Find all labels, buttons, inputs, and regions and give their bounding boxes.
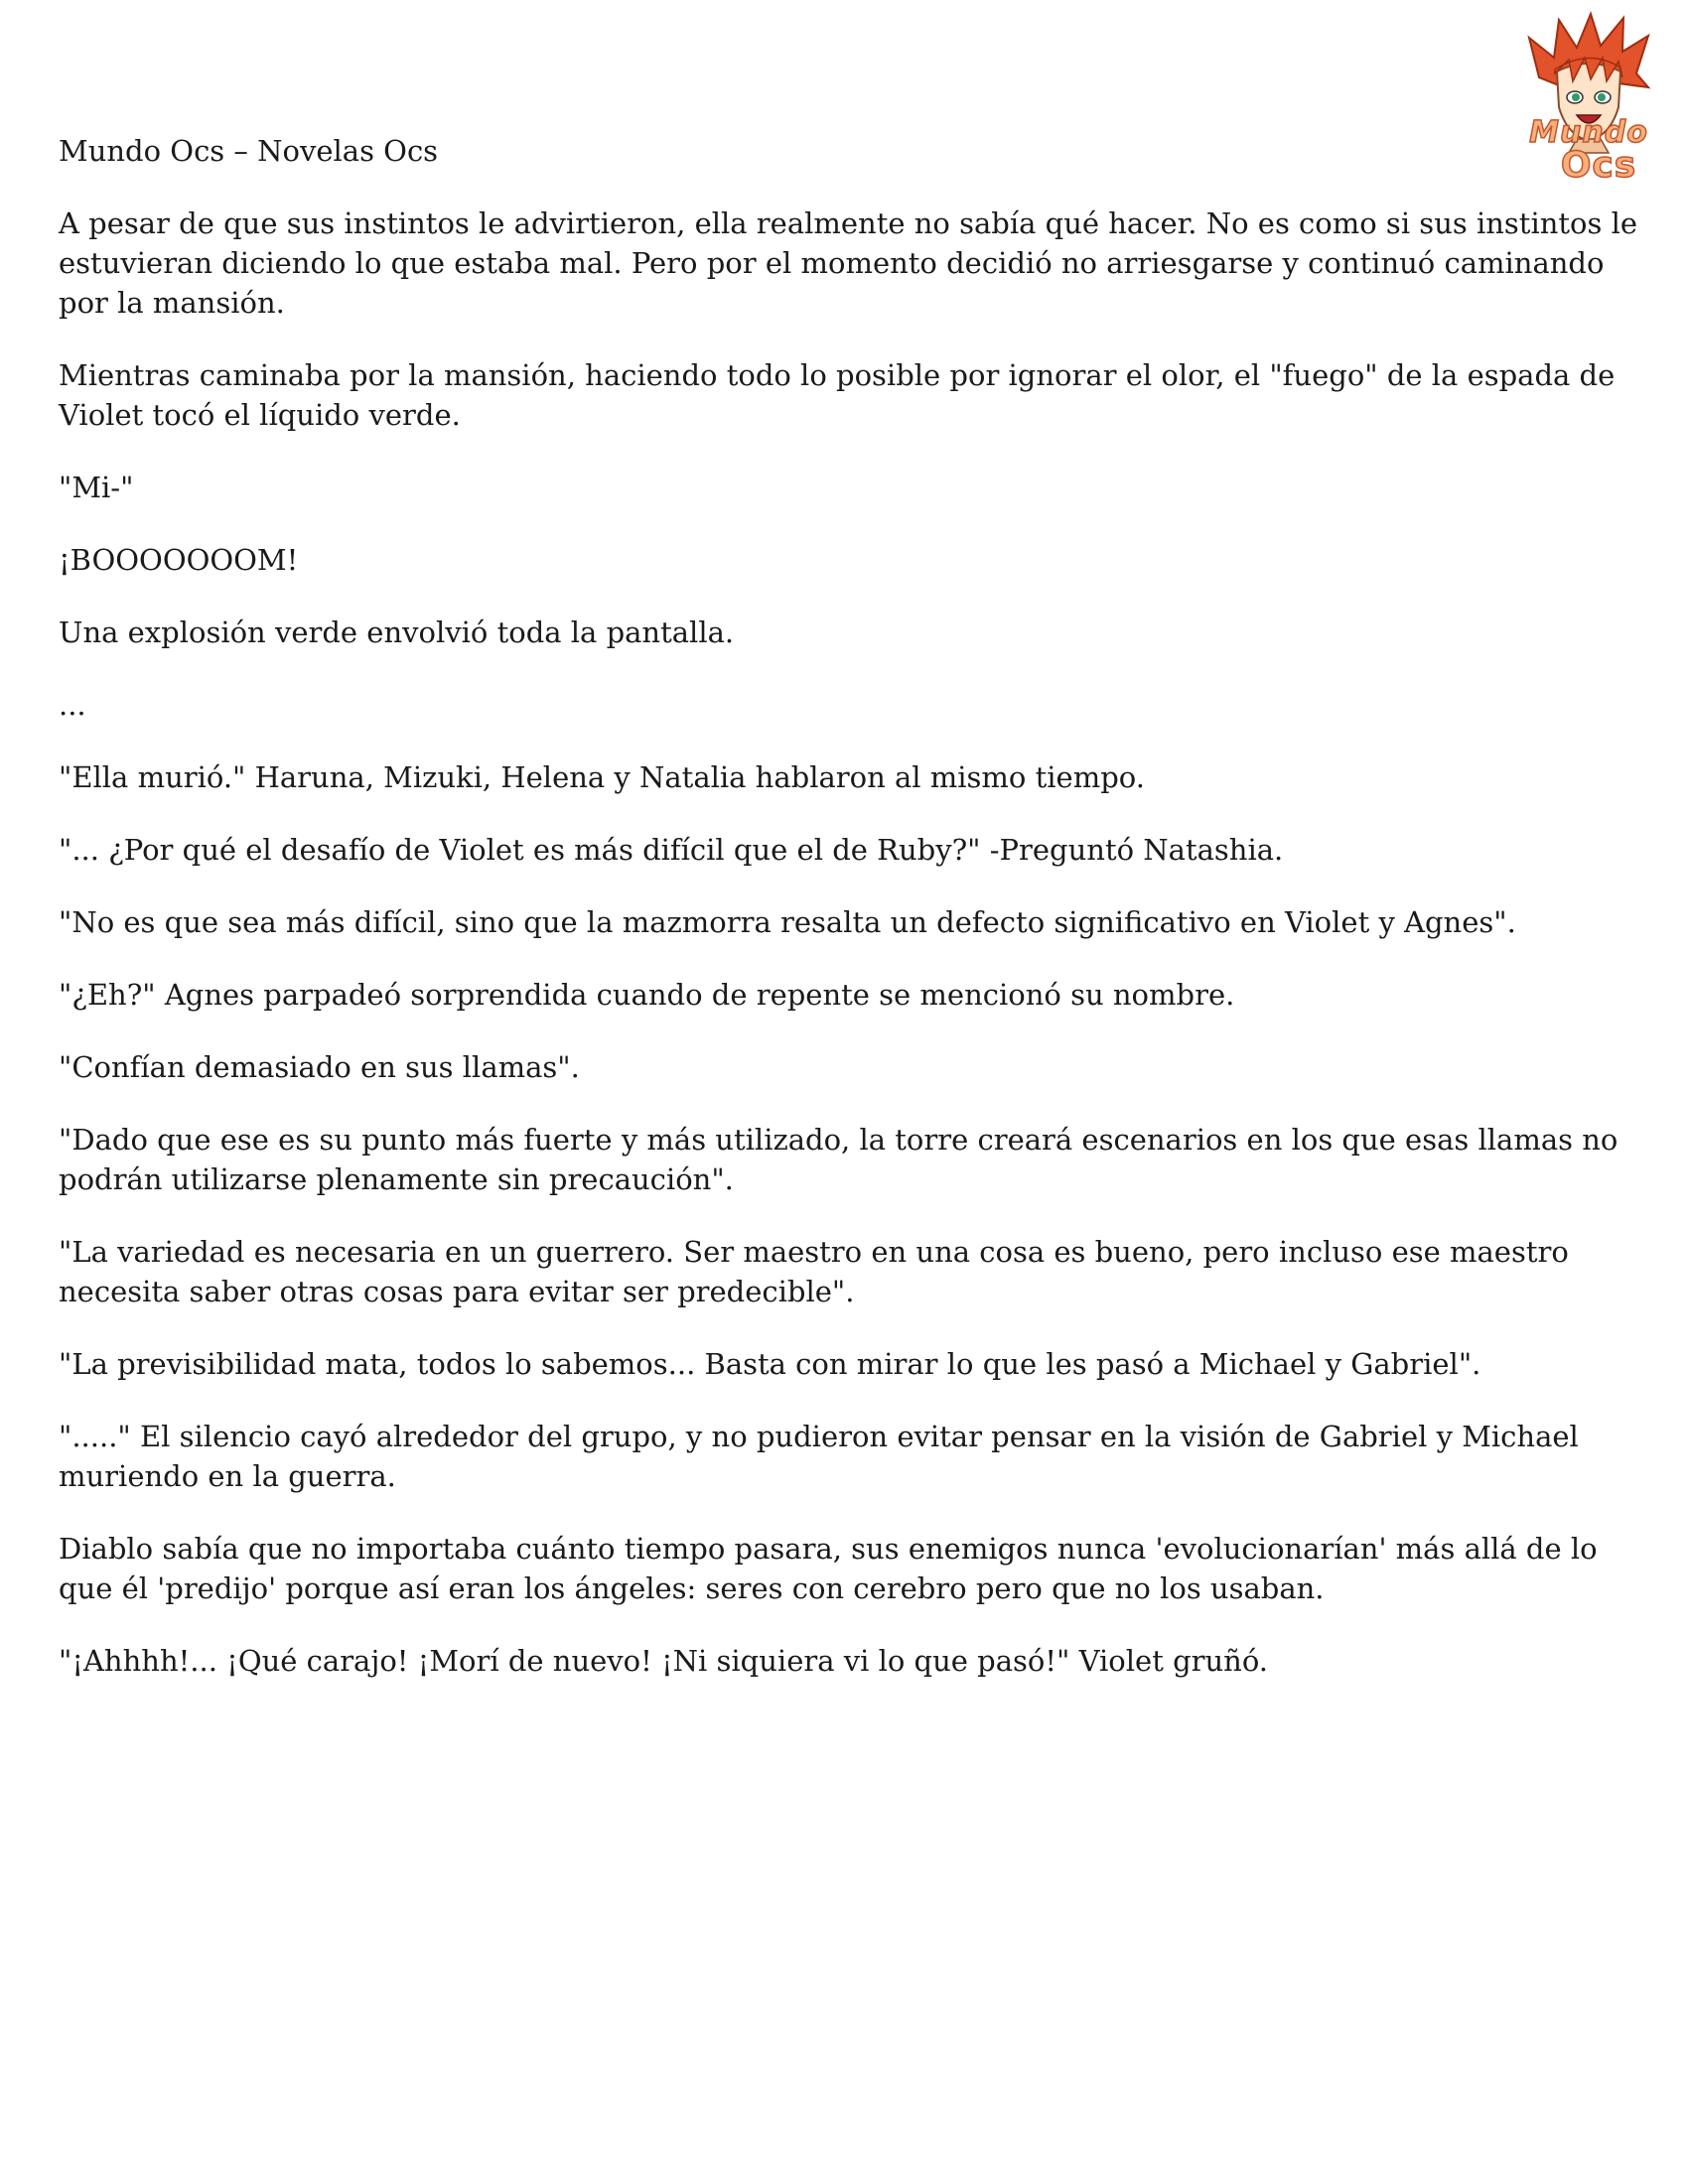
paragraph: Diablo sabía que no importaba cuánto tiempo pasara, sus enemigos nunca 'evolucionarían' más allá de lo que él 'predijo' porque así eran los ángeles: seres con cerebro pero que no los usaban. [59,1532,1598,1605]
logo-text-ocs: Ocs [1560,145,1637,186]
paragraph: "¡Ahhhh!... ¡Qué carajo! ¡Morí de nuevo! ¡Ni siquiera vi lo que pasó!" Violet gruñó. [59,1644,1269,1678]
paragraph: Mientras caminaba por la mansión, haciendo todo lo posible por ignorar el olor, el "fuego" de la espada de Violet tocó el líquido verde. [59,358,1616,432]
paragraph: ... [59,688,86,722]
paragraph: "¿Eh?" Agnes parpadeó sorprendida cuando de repente se mencionó su nombre. [59,978,1235,1012]
document-body [59,204,1647,1713]
paragraph: "Confían demasiado en sus llamas". [59,1050,580,1084]
logo-text-mundo: Mundo [1529,115,1648,150]
paragraph: "....." El silencio cayó alrededor del grupo, y no pudieron evitar pensar en la visión de Gabriel y Michael muriendo en la guerra. [59,1420,1579,1493]
paragraph: "La previsibilidad mata, todos lo sabemos... Basta con mirar lo que les pasó a Michael y Gabriel". [59,1347,1481,1381]
paragraph: "Mi-" [59,471,134,504]
paragraph: "No es que sea más difícil, sino que la mazmorra resalta un defecto significativo en Violet y Agnes". [59,905,1516,939]
paragraph: "Dado que ese es su punto más fuerte y más utilizado, la torre creará escenarios en los que esas llamas no podrán utilizarse plenamente sin precaución". [59,1123,1618,1196]
paragraph: "La variedad es necesaria en un guerrero. Ser maestro en una cosa es bueno, pero incluso ese maestro necesita saber otras cosas para evitar ser predecible". [59,1235,1569,1308]
paragraph: Una explosión verde envolvió toda la pantalla. [59,615,735,649]
paragraph: A pesar de que sus instintos le advirtieron, ella realmente no sabía qué hacer. No es como si sus instintos le estuvieran diciendo lo que estaba mal. Pero por el momento decidió no arriesgarse y continuó caminando por la mansión. [59,206,1638,320]
mundo-ocs-logo [1499,8,1678,187]
paragraph: ¡BOOOOOOOM! [59,543,299,577]
paragraph: "... ¿Por qué el desafío de Violet es más difícil que el de Ruby?" -Preguntó Natashia. [59,833,1284,867]
paragraph: "Ella murió." Haruna, Mizuki, Helena y Natalia hablaron al mismo tiempo. [59,760,1145,794]
site-title: Mundo Ocs – Novelas Ocs [59,134,439,168]
